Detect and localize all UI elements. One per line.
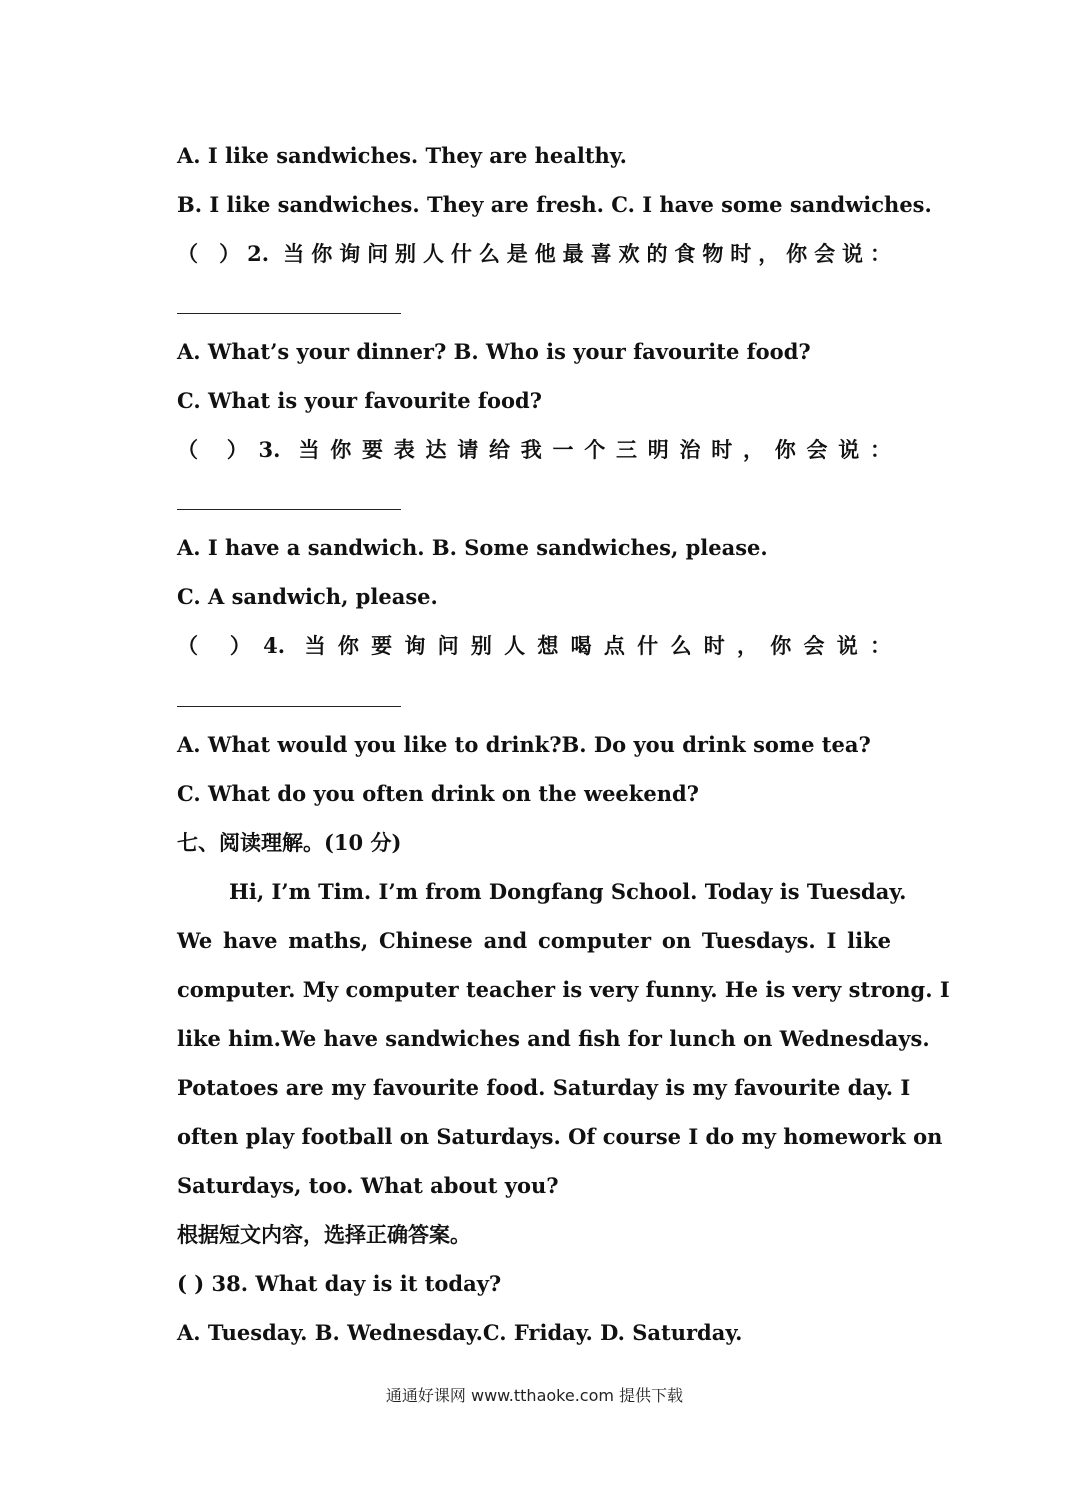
passage-line-2: We have maths, Chinese and computer on Tuesdays. I like — [177, 928, 891, 953]
passage-line-1: Hi, I’m Tim. I’m from Dongfang School. Today is Tuesday. — [229, 879, 907, 904]
q4-option-ab: A. What would you like to drink?B. Do you drink some tea? — [177, 732, 871, 757]
passage-line-6: often play football on Saturdays. Of course I do my homework on — [177, 1124, 943, 1149]
q2-option-c: C. What is your favourite food? — [177, 388, 542, 413]
q38-options: A. Tuesday. B. Wednesday.C. Friday. D. Saturday. — [177, 1320, 743, 1345]
q3-option-c: C. A sandwich, please. — [177, 584, 438, 609]
page-footer: 通通好课网 www.tthaoke.com 提供下载 — [385, 1386, 684, 1405]
section-heading-reading: 七、阅读理解。(10 分) — [177, 830, 402, 855]
passage-line-3: computer. My computer teacher is very funny. He is very strong. I — [177, 977, 950, 1002]
q4-answer-blank — [177, 706, 401, 707]
passage-line-7: Saturdays, too. What about you? — [177, 1173, 559, 1198]
q1-option-a: A. I like sandwiches. They are healthy. — [177, 143, 627, 168]
q3-option-ab: A. I have a sandwich. B. Some sandwiches, please. — [177, 535, 768, 560]
q1-option-bc: B. I like sandwiches. They are fresh. C. I have some sandwiches. — [177, 192, 932, 217]
passage-line-5: Potatoes are my favourite food. Saturday is my favourite day. I — [177, 1075, 911, 1100]
q38-stem: ( ) 38. What day is it today? — [177, 1271, 502, 1296]
passage-line-4: like him.We have sandwiches and fish for lunch on Wednesdays. — [177, 1026, 930, 1051]
q4-option-c: C. What do you often drink on the weekend? — [177, 781, 699, 806]
q2-option-ab: A. What’s your dinner? B. Who is your favourite food? — [177, 339, 811, 364]
q2-stem: （ ）2. 当你询问别人什么是他最喜欢的食物时，你会说： — [177, 241, 891, 266]
q4-stem: （ ）4. 当你要询问别人想喝点什么时，你会说： — [177, 633, 891, 658]
q3-answer-blank — [177, 509, 401, 510]
q3-stem: （ ）3. 当你要表达请给我一个三明治时，你会说： — [177, 437, 891, 462]
reading-instruction: 根据短文内容，选择正确答案。 — [177, 1222, 471, 1247]
q2-answer-blank — [177, 313, 401, 314]
